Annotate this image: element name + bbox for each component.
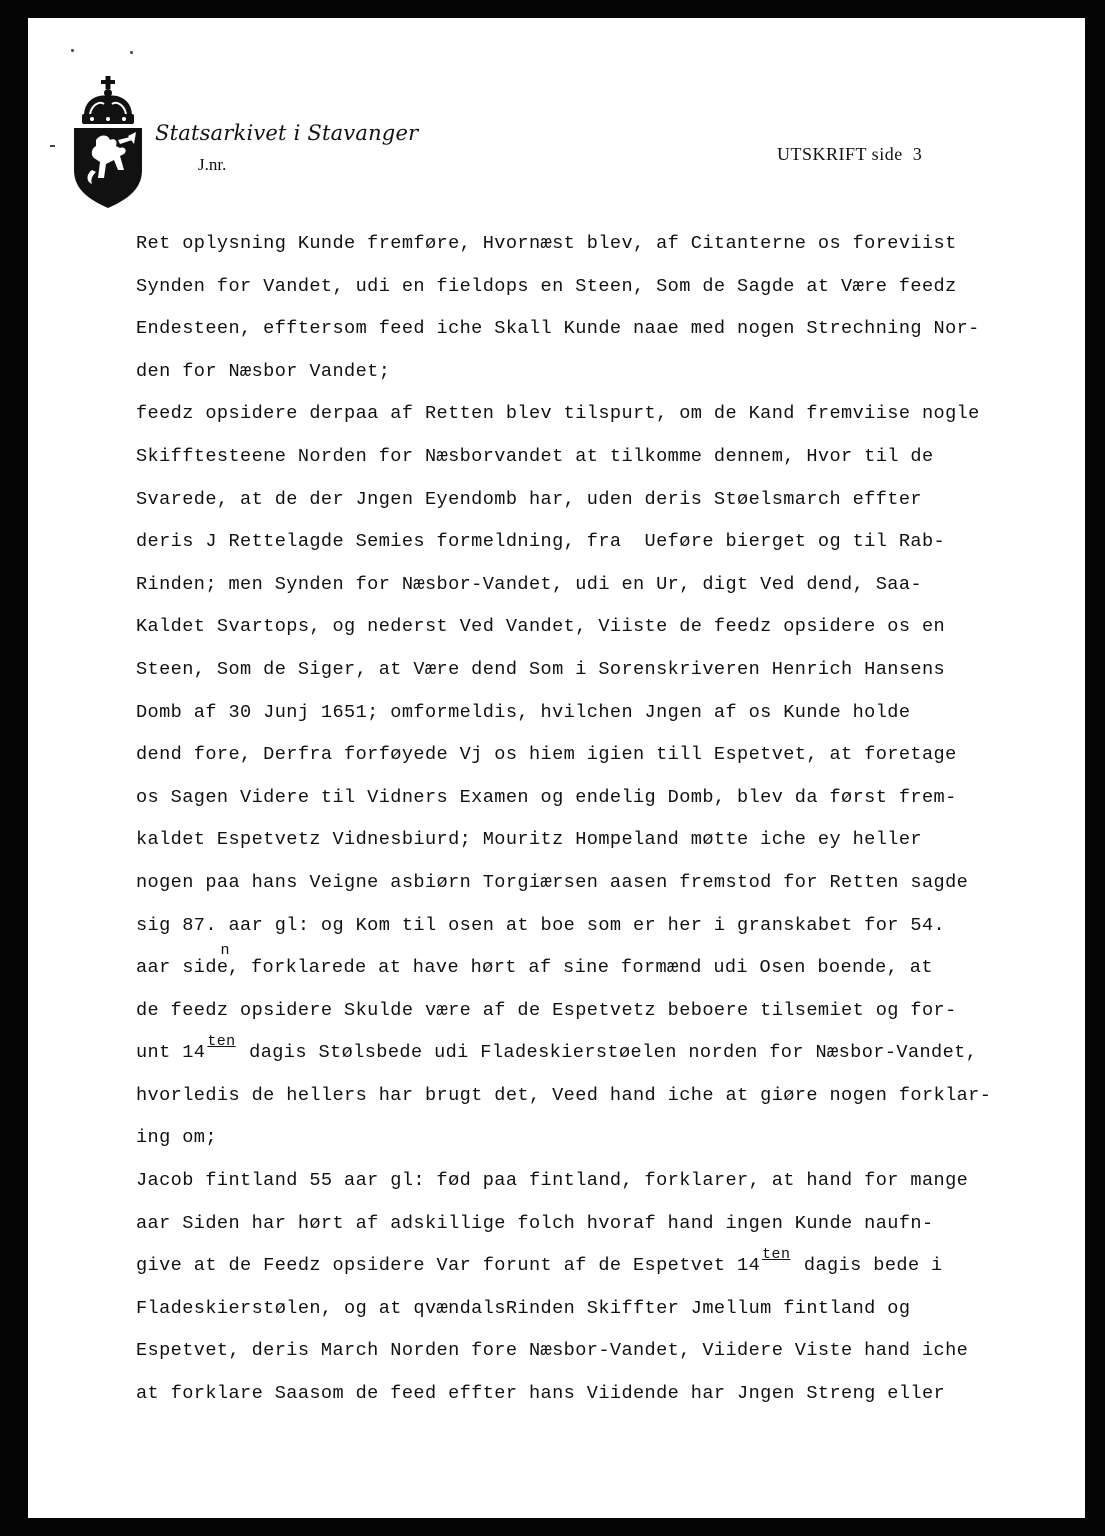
text-line: nogen paa hans Veigne asbiørn Torgiærsen aasen fremstod for Retten sagde xyxy=(136,871,969,893)
text-line xyxy=(136,1245,1085,1288)
text-line: Steen, Som de Siger, at Være dend Som i Sorenskriveren Henrich Hansens xyxy=(136,658,946,680)
text-line: Ret oplysning Kunde fremføre, Hvornæst blev, af Citanterne os foreviist xyxy=(136,233,957,254)
superscript: n xyxy=(220,942,230,960)
norwegian-coat-of-arms-icon xyxy=(70,74,146,210)
speck-mark xyxy=(130,51,133,54)
page-indicator xyxy=(777,144,922,165)
text-segment: dagis bede i xyxy=(792,1255,943,1277)
text-segment: dagis Stølsbede udi Fladeskierstøelen norden for Næsbor-Vandet, xyxy=(237,1042,978,1064)
transcription-body xyxy=(136,223,1085,1416)
text-line: aar Siden har hørt af adskillige folch hvoraf hand ingen Kunde naufn- xyxy=(136,1212,934,1234)
page-number: 3 xyxy=(912,144,923,164)
superscript: ten xyxy=(207,1033,236,1051)
text-line: kaldet Espetvetz Vidnesbiurd; Mouritz Hompeland møtte iche ey heller xyxy=(136,829,922,851)
text-line: Rinden; men Synden for Næsbor-Vandet, udi en Ur, digt Ved dend, Saa- xyxy=(136,573,922,595)
superscript: ten xyxy=(762,1246,791,1264)
speck-mark xyxy=(71,49,74,52)
archive-name: Statsarkivet i Stavanger xyxy=(155,121,419,145)
text-line: Fladeskierstølen, og at qvændalsRinden Skiffter Jmellum fintland og xyxy=(136,1297,911,1319)
text-line: dend fore, Derfra forføyede Vj os hiem igien till Espetvet, at foretage xyxy=(136,744,957,766)
text-line: Synden for Vandet, udi en fieldops en Steen, Som de Sagde at Være feedz xyxy=(136,275,957,297)
speck-mark xyxy=(50,145,55,147)
text-line: hvorledis de hellers har brugt det, Veed hand iche at giøre nogen forklar- xyxy=(136,1084,992,1106)
page-label: UTSKRIFT side xyxy=(777,144,903,164)
text-line: Domb af 30 Junj 1651; omformeldis, hvilchen Jngen af os Kunde holde xyxy=(136,701,911,723)
text-line: de feedz opsidere Skulde være af de Espetvetz beboere tilsemiet og for- xyxy=(136,999,957,1021)
text-line: den for Næsbor Vandet; xyxy=(136,360,391,382)
text-line: Espetvet, deris March Norden fore Næsbor-Vandet, Viidere Viste hand iche xyxy=(136,1340,969,1362)
text-line: Endesteen, efftersom feed iche Skall Kunde naae med nogen Strechning Nor- xyxy=(136,318,980,340)
text-segment: give at de Feedz opsidere Var forunt af de Espetvet 14 xyxy=(136,1255,761,1277)
text-line: ing om; xyxy=(136,1127,217,1149)
text-line: Jacob fintland 55 aar gl: fød paa fintland, forklarer, at hand for mange xyxy=(136,1170,969,1192)
text-segment: aar side xyxy=(136,957,229,979)
document-page xyxy=(28,18,1085,1518)
text-line: sig 87. aar gl: og Kom til osen at boe som er her i granskabet for 54. xyxy=(136,914,946,936)
text-line xyxy=(136,1032,1085,1075)
text-line: deris J Rettelagde Semies formeldning, fra Ueføre bierget og til Rab- xyxy=(136,531,946,553)
text-line: Skifftesteene Norden for Næsborvandet at tilkomme dennem, Hvor til de xyxy=(136,445,934,467)
text-line: Kaldet Svartops, og nederst Ved Vandet, Viiste de feedz opsidere os en xyxy=(136,616,946,638)
text-line xyxy=(136,942,1085,990)
text-line: os Sagen Videre til Vidners Examen og endelig Domb, blev da først frem- xyxy=(136,786,957,808)
text-line: Svarede, at de der Jngen Eyendomb har, uden deris Støelsmarch effter xyxy=(136,488,922,510)
journal-number-label: J.nr. xyxy=(198,155,227,174)
text-segment: , forklarede at have hørt af sine formænd udi Osen boende, at xyxy=(227,957,933,979)
text-line: feedz opsidere derpaa af Retten blev tilspurt, om de Kand fremviise nogle xyxy=(136,403,980,425)
text-line: at forklare Saasom de feed effter hans Viidende har Jngen Streng eller xyxy=(136,1383,946,1405)
text-segment: unt 14 xyxy=(136,1042,206,1064)
